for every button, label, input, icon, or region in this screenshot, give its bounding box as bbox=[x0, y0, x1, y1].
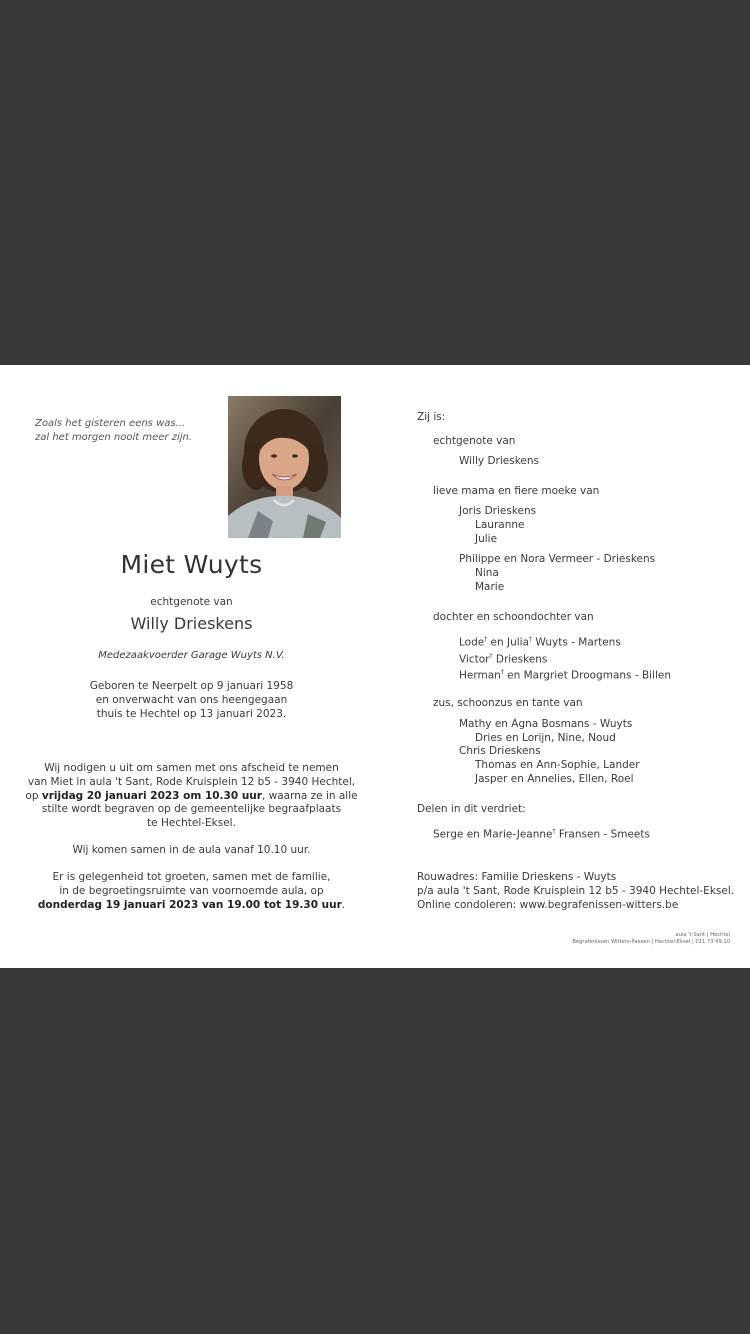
family-member bbox=[433, 825, 650, 842]
occupation: Medezaakvoerder Garage Wuyts N.V. bbox=[98, 650, 285, 661]
family-member bbox=[459, 633, 621, 650]
family-member: Joris Drieskens bbox=[459, 505, 537, 517]
invite-line: van Miet in aula 't Sant, Rode Kruisplein 12 b5 - 3940 Hechtel, bbox=[27, 775, 356, 788]
family-intro: Zij is: bbox=[417, 411, 446, 423]
deceased-mark: † bbox=[484, 636, 488, 643]
person-name: en Julia bbox=[487, 636, 530, 649]
funeral-card bbox=[0, 365, 750, 968]
spouse-name: Willy Drieskens bbox=[130, 614, 253, 633]
mourning-address bbox=[417, 870, 734, 912]
family-member bbox=[459, 650, 547, 667]
birth-line: thuis te Hechtel op 13 januari 2023. bbox=[96, 708, 287, 720]
family-member: Marie bbox=[475, 581, 505, 593]
greeting-info bbox=[0, 871, 383, 912]
portrait-illustration bbox=[228, 396, 341, 538]
invite-line: stilte wordt begraven op de gemeentelijke begraafplaats bbox=[41, 803, 342, 816]
portrait-photo bbox=[228, 396, 341, 538]
family-member: Jasper en Annelies, Ellen, Roel bbox=[475, 773, 634, 785]
greet-text: . bbox=[341, 898, 346, 911]
quote-line: zal het morgen nooit meer zijn. bbox=[35, 432, 193, 443]
ceremony-invitation bbox=[0, 762, 383, 831]
invite-line bbox=[0, 790, 383, 804]
deceased-mark: † bbox=[552, 828, 556, 835]
address-line: Rouwadres: Familie Drieskens - Wuyts bbox=[417, 871, 617, 883]
invite-text: op bbox=[25, 789, 42, 802]
greet-line: in de begroetingsruimte van voornoemde aula, op bbox=[59, 884, 324, 897]
funeral-home-footer bbox=[572, 932, 730, 946]
address-line: p/a aula 't Sant, Rode Kruisplein 12 b5 - 3940 Hechtel-Eksel. bbox=[417, 885, 735, 897]
family-member bbox=[459, 666, 671, 683]
birth-line: Geboren te Neerpelt op 9 januari 1958 bbox=[89, 680, 294, 692]
quote bbox=[35, 417, 192, 445]
deceased-mark: † bbox=[529, 636, 533, 643]
greet-line bbox=[0, 899, 383, 913]
ceremony-date: vrijdag 20 januari 2023 om 10.30 uur bbox=[41, 789, 262, 802]
birth-details bbox=[0, 679, 383, 721]
family-heading: dochter en schoondochter van bbox=[433, 611, 594, 623]
family-heading: Delen in dit verdriet: bbox=[417, 803, 526, 815]
family-member: Willy Drieskens bbox=[459, 455, 539, 467]
person-name: Victor bbox=[459, 653, 490, 666]
spouse-label: echtgenote van bbox=[150, 596, 233, 608]
deceased-mark: † bbox=[500, 669, 504, 676]
family-member: Philippe en Nora Vermeer - Drieskens bbox=[459, 553, 656, 565]
family-heading: lieve mama en fiere moeke van bbox=[433, 485, 600, 497]
family-member: Chris Drieskens bbox=[459, 745, 541, 757]
person-name: Serge en Marie-Jeanne bbox=[433, 828, 553, 841]
person-name: en Margriet Droogmans - Billen bbox=[503, 669, 672, 682]
person-name: Herman bbox=[459, 669, 501, 682]
family-member: Mathy en Agna Bosmans - Wuyts bbox=[459, 718, 633, 730]
person-name: Lode bbox=[459, 636, 485, 649]
birth-line: en onverwacht van ons heengegaan bbox=[95, 694, 288, 706]
person-name: Drieskens bbox=[492, 653, 548, 666]
footer-line: Begrafenissen Witters-Paesen | Hechtel-Eksel | 011 73 49 10 bbox=[572, 939, 730, 945]
invite-text: , waarna ze in alle bbox=[261, 789, 358, 802]
family-member: Julie bbox=[475, 533, 498, 545]
address-line: Online condoleren: www.begrafenissen-witters.be bbox=[417, 899, 679, 911]
family-heading: zus, schoonzus en tante van bbox=[433, 697, 583, 709]
gathering-time: Wij komen samen in de aula vanaf 10.10 uur. bbox=[72, 844, 311, 856]
family-member: Nina bbox=[475, 567, 499, 579]
deceased-name: Miet Wuyts bbox=[120, 550, 263, 579]
footer-line: aula 't Sant | Hechtel bbox=[675, 932, 730, 938]
person-name: Wuyts - Martens bbox=[532, 636, 621, 649]
invite-line: Wij nodigen u uit om samen met ons afscheid te nemen bbox=[44, 762, 339, 774]
greeting-date: donderdag 19 januari 2023 van 19.00 tot 19.30 uur bbox=[37, 898, 342, 911]
person-name: Fransen - Smeets bbox=[555, 828, 650, 841]
family-member: Thomas en Ann-Sophie, Lander bbox=[475, 759, 640, 771]
deceased-mark: † bbox=[489, 653, 493, 660]
family-member: Dries en Lorijn, Nine, Noud bbox=[475, 732, 616, 744]
greet-line: Er is gelegenheid tot groeten, samen met de familie, bbox=[52, 871, 331, 883]
family-heading: echtgenote van bbox=[433, 435, 516, 447]
invite-line: te Hechtel-Eksel. bbox=[147, 817, 236, 830]
family-member: Lauranne bbox=[475, 519, 525, 531]
quote-line: Zoals het gisteren eens was... bbox=[35, 418, 186, 429]
